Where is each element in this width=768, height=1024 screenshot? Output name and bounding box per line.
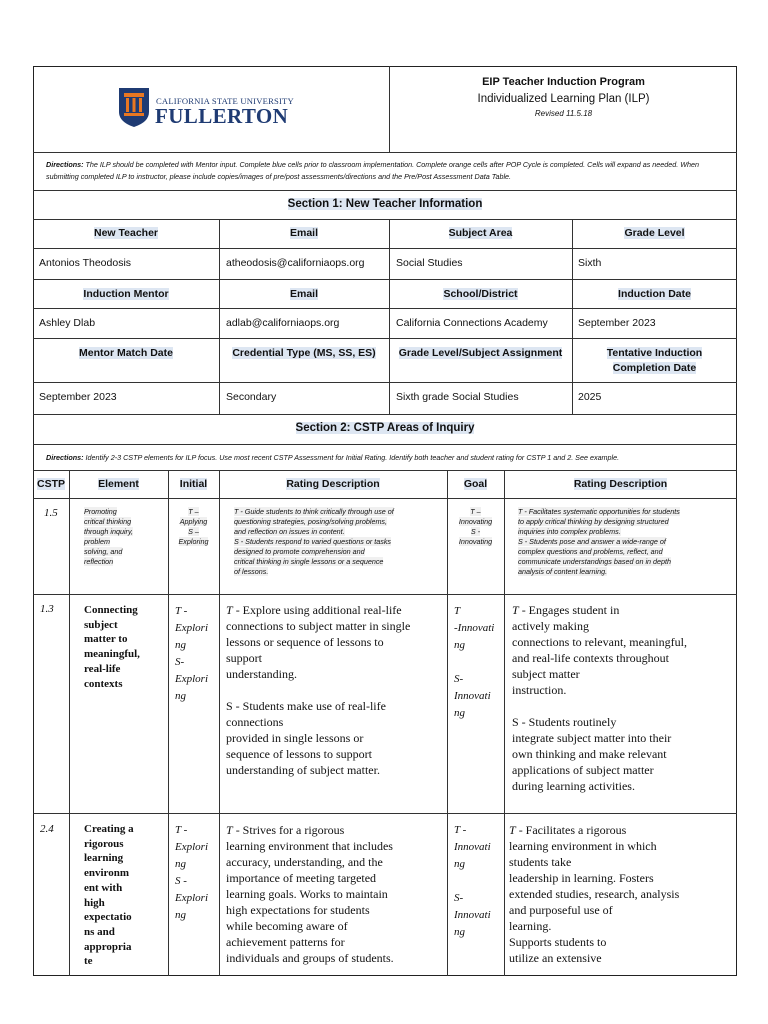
col-header-initial-rating-description: Rating Description [286, 478, 380, 490]
header-subject-area: Subject Area [448, 227, 513, 239]
example-goal: T – Innovating S - Innovating [458, 507, 493, 546]
csuf-logo [116, 86, 316, 130]
example-initial-description: T - Guide students to think critically through use of questioning strategies, posing/solving problems, and reflection on issues in content. S - Students respond to varied questions or tasks designed to promote comprehension and critical thinking in single lessons or a sequence of lessons. [234, 507, 394, 576]
rule [33, 594, 737, 595]
rule [33, 813, 737, 814]
section2-directions-label: Directions: [46, 453, 84, 462]
mentor-email-value: adlab@californiaops.org [226, 317, 340, 329]
new-teacher-email-value: atheodosis@californiaops.org [226, 257, 365, 269]
header-grade-subject-assignment: Grade Level/Subject Assignment [398, 347, 563, 359]
goal-1-3: T -Innovati ng S- Innovati ng [454, 605, 495, 719]
col-header-element: Element [98, 478, 139, 490]
rule [33, 152, 737, 153]
completion-date-value: 2025 [578, 391, 602, 403]
grade-subject-assignment-value: Sixth grade Social Studies [396, 391, 519, 403]
university-seal-icon [116, 86, 152, 128]
header-grade-level: Grade Level [624, 227, 685, 239]
goal-2-4: T - Innovati ng S- Innovati ng [454, 824, 491, 938]
initial-description-2-4: T - Strives for a rigorous learning environment that includes accuracy, understanding, and the importance of meeting targeted learning goals. Works to maintain high expectations for students while becoming aware of achievement patterns for individuals and groups of students. [226, 823, 394, 965]
rule [33, 498, 737, 499]
header-new-teacher: New Teacher [94, 227, 158, 239]
header-email: Email [289, 227, 318, 239]
col-header-cstp: CSTP [36, 478, 65, 490]
element-1-3: Connecting subject matter to meaningful, real-life contexts [84, 604, 140, 690]
header-credential-type: Credential Type (MS, SS, ES) [232, 347, 376, 359]
goal-description-1-3: T - Engages student in actively making connections to relevant, meaningful, and real-life contexts throughout subject matter instruction. S - Students routinely integrate subject matter into their own thinking and make relevant applications of subject matter during learning activities. [512, 603, 687, 793]
subject-area-value: Social Studies [396, 257, 463, 269]
example-initial: T – Applying S – Exploring [178, 507, 209, 546]
header-induction-date: Induction Date [618, 288, 691, 300]
element-2-4: Creating a rigorous learning environm ent with high expectatio ns and appropria te [84, 823, 134, 968]
col-header-goal: Goal [463, 478, 488, 490]
form-directions [46, 159, 726, 183]
cstp-1-3: 1.3 [40, 603, 54, 615]
section2-directions-text: Identify 2-3 CSTP elements for ILP focus. Use most recent CSTP Assessment for Initial Rating. Identify both teacher and student rating for CSTP 1 and 2. See example. [83, 453, 620, 462]
rule [33, 338, 737, 339]
rule [33, 444, 737, 445]
cstp-2-4: 2.4 [40, 823, 54, 835]
initial-2-4: T - Explori ng S - Explori ng [175, 824, 208, 921]
section1-title-text: Section 1: New Teacher Information [287, 198, 483, 210]
rule [33, 190, 737, 191]
induction-date-value: September 2023 [578, 317, 656, 329]
example-element: Promoting critical thinking through inquiry, problem solving, and reflection [84, 507, 134, 566]
header-mentor-match-date: Mentor Match Date [79, 347, 173, 359]
goal-description-2-4: T - Facilitates a rigorous learning environment in which students take leadership in learning. Fosters extended studies, research, analysis and purposeful use of learning. Supports students to utilize an extensive [509, 823, 680, 965]
induction-mentor-value: Ashley Dlab [39, 317, 96, 329]
rule [33, 382, 737, 383]
header-tentative-induction: Tentative Induction [606, 347, 703, 359]
col-divider [219, 470, 220, 976]
section2-directions [46, 452, 726, 464]
logo-university-line: CALIFORNIA STATE UNIVERSITY [156, 96, 294, 106]
directions-label: Directions: [46, 160, 84, 169]
section1-title [33, 198, 737, 210]
school-district-value: California Connections Academy [396, 317, 548, 329]
header-school-district: School/District [443, 288, 518, 300]
directions-text: The ILP should be completed with Mentor input. Complete blue cells prior to classroom implementation. Complete orange cells after POP Cycle is completed. Cells will expand as needed. When submitting completed ILP to instructor, please include copies/images of pre/post assessments/directions and the Pre/Post Assessment Data Table. [46, 160, 700, 181]
credential-type-value: Secondary [226, 391, 277, 403]
rule [33, 414, 737, 415]
col-header-initial: Initial [179, 478, 208, 490]
logo-campus: FULLERTON [155, 104, 289, 128]
example-cstp: 1.5 [44, 507, 58, 519]
initial-1-3: T - Explori ng S- Explori ng [175, 605, 208, 702]
revised-date: Revised 11.5.18 [534, 109, 593, 118]
header-completion-date: Completion Date [612, 362, 697, 374]
plan-title: Individualized Learning Plan (ILP) [477, 93, 650, 105]
rule [33, 219, 737, 220]
section2-title-text: Section 2: CSTP Areas of Inquiry [295, 422, 475, 434]
rule [33, 308, 737, 309]
grade-level-value: Sixth [578, 257, 602, 269]
col-header-goal-rating-description: Rating Description [573, 478, 668, 490]
new-teacher-value: Antonios Theodosis [39, 257, 132, 269]
mentor-match-date-value: September 2023 [39, 391, 117, 403]
example-goal-description: T - Facilitates systematic opportunities for students to apply critical thinking by designing structured inquiries into complex problems. S - Students pose and answer a wide-range of complex questions and problems, reflect, and communicate understandings based on in depth analysis of content learning. [518, 507, 680, 576]
rule [33, 248, 737, 249]
rule [33, 470, 737, 471]
col-divider [504, 470, 505, 976]
header-induction-mentor: Induction Mentor [83, 288, 169, 300]
section2-title [33, 422, 737, 434]
col-divider [69, 470, 70, 976]
initial-description-1-3: T - Explore using additional real-life connections to subject matter in single lessons or sequence of lessons to support understanding. S - Students make use of real-life connections provided in single lessons or sequence of lessons to support understanding of subject matter. [226, 603, 411, 777]
header-mentor-email: Email [289, 288, 318, 300]
rule [33, 279, 737, 280]
program-title: EIP Teacher Induction Program [482, 76, 645, 88]
